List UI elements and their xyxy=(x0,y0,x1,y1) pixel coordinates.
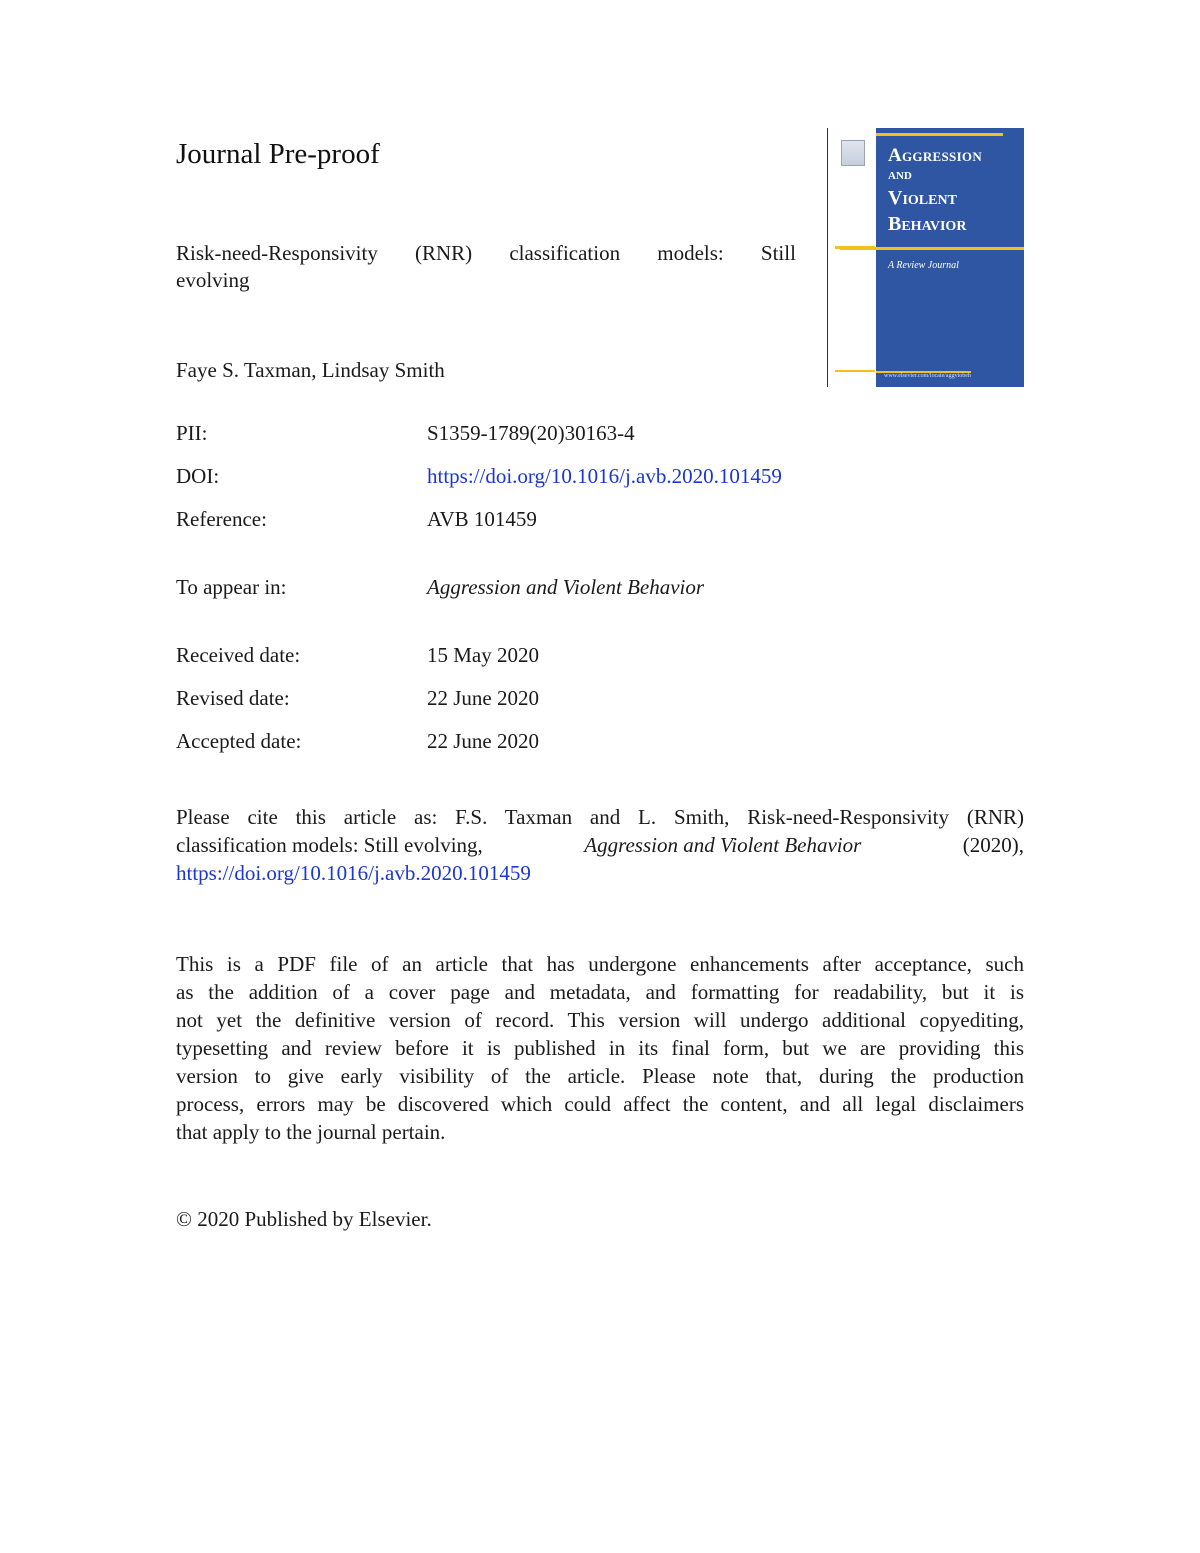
received-date-label: Received date: xyxy=(176,643,301,667)
appear-in-label: To appear in: xyxy=(176,575,287,599)
cover-journal-title xyxy=(888,146,1018,236)
accepted-date-value: 22 June 2020 xyxy=(427,729,539,753)
cover-footer-url: www.elsevier.com/locate/aggviobeh xyxy=(884,373,971,379)
article-title-line-2: evolving xyxy=(176,268,250,292)
notice-line: typesetting and review before it is published in its final form, but we are providing this xyxy=(176,1036,1024,1060)
pii-label: PII: xyxy=(176,421,208,445)
reference-label: Reference: xyxy=(176,507,267,531)
cover-accent-line xyxy=(840,247,1024,250)
title-word: (RNR) xyxy=(414,241,473,265)
doi-link[interactable]: https://doi.org/10.1016/j.avb.2020.101459 xyxy=(427,464,782,488)
cover-title-line: Violent xyxy=(888,187,957,209)
notice-line: that apply to the journal pertain. xyxy=(176,1120,446,1144)
cover-divider xyxy=(827,128,828,387)
revised-date-label: Revised date: xyxy=(176,686,290,710)
notice-line: not yet the definitive version of record. This version will undergo additional copyediting, xyxy=(176,1008,1024,1032)
article-title-line-1 xyxy=(176,240,796,267)
notice-line: This is a PDF file of an article that has undergone enhancements after acceptance, such xyxy=(176,952,1024,976)
doi-label: DOI: xyxy=(176,464,220,488)
copyright-notice: © 2020 Published by Elsevier. xyxy=(176,1207,432,1231)
citation-paragraph xyxy=(176,803,1024,887)
citation-doi-link[interactable]: https://doi.org/10.1016/j.avb.2020.101459 xyxy=(176,861,531,885)
citation-line xyxy=(176,859,1024,887)
reference-value: AVB 101459 xyxy=(427,507,537,531)
citation-text: classification models: Still evolving, xyxy=(176,833,483,857)
article-authors: Faye S. Taxman, Lindsay Smith xyxy=(176,358,445,382)
accepted-date-label: Accepted date: xyxy=(176,729,302,753)
revised-date-value: 22 June 2020 xyxy=(427,686,539,710)
journal-pre-proof-heading: Journal Pre-proof xyxy=(176,138,380,170)
title-word: Still xyxy=(760,241,796,265)
pii-value: S1359-1789(20)30163-4 xyxy=(427,421,635,445)
cover-title-line: and xyxy=(888,167,912,183)
cover-accent-line xyxy=(835,370,875,372)
cover-title-line: Behavior xyxy=(888,213,967,235)
notice-line: as the addition of a cover page and metadata, and formatting for readability, but it is xyxy=(176,980,1024,1004)
citation-line xyxy=(176,831,1024,859)
citation-journal: Aggression and Violent Behavior xyxy=(584,833,862,857)
title-word: classification xyxy=(509,241,621,265)
article-title xyxy=(176,240,796,294)
title-word: Risk-need-Responsivity xyxy=(176,241,378,265)
preproof-notice-paragraph xyxy=(176,950,1024,1146)
appear-in-value: Aggression and Violent Behavior xyxy=(427,575,705,599)
cover-title-line: Aggression xyxy=(888,145,983,166)
citation-year: (2020), xyxy=(962,833,1024,857)
notice-line: process, errors may be discovered which could affect the content, and all legal disclaimers xyxy=(176,1092,1024,1116)
elsevier-logo-icon xyxy=(841,140,865,166)
received-date-value: 15 May 2020 xyxy=(427,643,539,667)
notice-line: version to give early visibility of the article. Please note that, during the production xyxy=(176,1064,1024,1088)
cover-accent-line xyxy=(876,133,1003,136)
cover-subtitle: A Review Journal xyxy=(888,260,959,271)
title-word: models: xyxy=(657,241,724,265)
cover-left-panel xyxy=(830,128,876,387)
citation-line: Please cite this article as: F.S. Taxman and L. Smith, Risk-need-Responsivity (RNR) xyxy=(176,805,1024,829)
